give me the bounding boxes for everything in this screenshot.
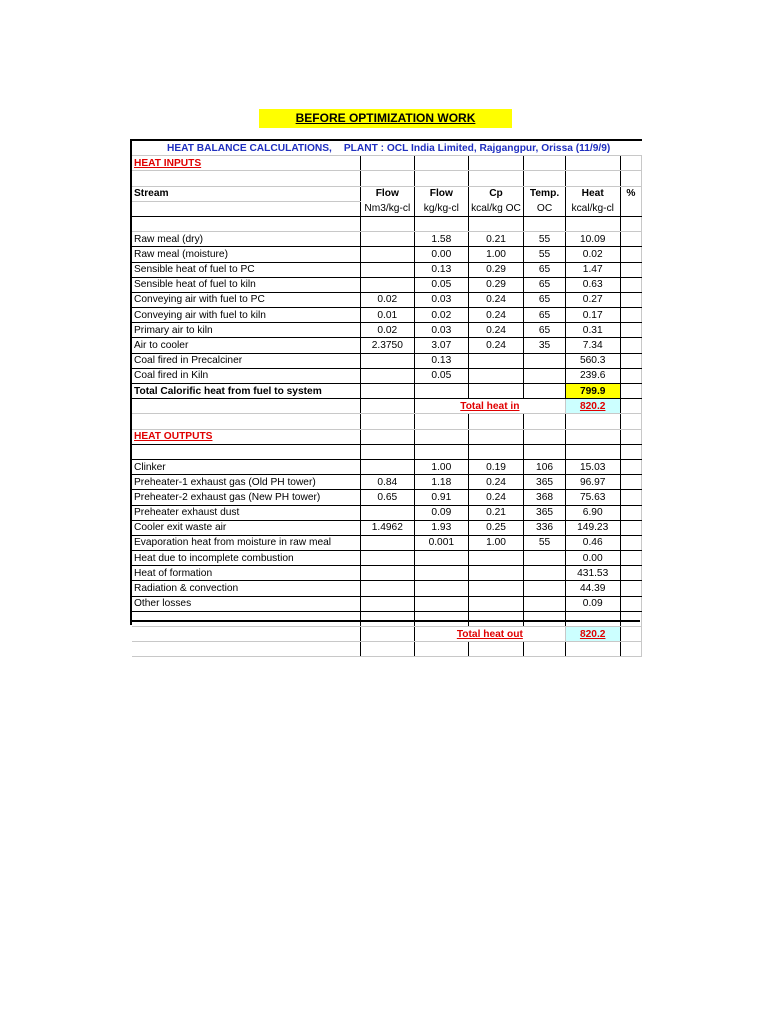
spacer-row <box>132 642 642 657</box>
table-cell <box>360 384 415 399</box>
table-cell <box>620 566 641 581</box>
table-cell <box>415 642 468 657</box>
spacer-row <box>132 611 642 626</box>
table-cell <box>620 368 641 383</box>
input-value: 10.09 <box>565 232 620 247</box>
input-value: 0.02 <box>360 292 415 307</box>
output-value <box>415 551 468 566</box>
output-value: 44.39 <box>565 581 620 596</box>
output-value: 1.93 <box>415 520 468 535</box>
output-row <box>132 505 642 520</box>
table-cell <box>620 216 641 231</box>
output-row <box>132 475 642 490</box>
column-header: Temp. <box>524 186 565 201</box>
output-value <box>524 596 565 611</box>
output-value: 431.53 <box>565 566 620 581</box>
table-cell <box>415 216 468 231</box>
column-unit: kcal/kg OC <box>468 201 524 216</box>
table-cell <box>620 520 641 535</box>
table-cell <box>620 627 641 642</box>
stream-name: Conveying air with fuel to PC <box>132 292 360 307</box>
table-cell <box>620 353 641 368</box>
table-cell <box>360 216 415 231</box>
table-cell <box>620 384 641 399</box>
input-value: 65 <box>524 277 565 292</box>
table-cell <box>620 535 641 550</box>
table-cell <box>524 611 565 626</box>
stream-name: Sensible heat of fuel to kiln <box>132 277 360 292</box>
table-cell <box>565 429 620 444</box>
input-value: 0.24 <box>468 292 524 307</box>
input-row <box>132 262 642 277</box>
table-cell <box>620 444 641 459</box>
table-cell <box>468 429 524 444</box>
table-cell <box>524 384 565 399</box>
table-cell <box>620 247 641 262</box>
table-cell <box>620 611 641 626</box>
table-cell <box>360 156 415 171</box>
table-cell <box>468 216 524 231</box>
heat-balance-table <box>132 141 642 657</box>
output-value: 0.001 <box>415 535 468 550</box>
table-cell <box>620 490 641 505</box>
output-value: 365 <box>524 475 565 490</box>
output-row <box>132 551 642 566</box>
output-row <box>132 459 642 474</box>
heat-balance-sheet <box>130 139 642 640</box>
input-value: 0.24 <box>468 308 524 323</box>
input-value: 0.13 <box>415 262 468 277</box>
stream-name: Coal fired in Precalciner <box>132 353 360 368</box>
table-cell <box>620 308 641 323</box>
table-cell <box>620 232 641 247</box>
output-row <box>132 520 642 535</box>
stream-name: Heat due to incomplete combustion <box>132 551 360 566</box>
table-cell <box>565 171 620 186</box>
table-cell <box>360 399 415 414</box>
total-calorific-row <box>132 384 642 399</box>
input-value <box>524 368 565 383</box>
output-value: 55 <box>524 535 565 550</box>
output-value: 0.09 <box>565 596 620 611</box>
output-value <box>524 581 565 596</box>
output-row <box>132 596 642 611</box>
stream-name: Radiation & convection <box>132 581 360 596</box>
table-cell <box>524 444 565 459</box>
total-heat-in-value: 820.2 <box>565 399 620 414</box>
table-cell <box>132 171 360 186</box>
output-value: 368 <box>524 490 565 505</box>
input-row <box>132 353 642 368</box>
table-cell <box>620 171 641 186</box>
stream-name: Primary air to kiln <box>132 323 360 338</box>
output-value <box>468 581 524 596</box>
table-cell <box>620 323 641 338</box>
table-cell <box>565 414 620 429</box>
input-value: 0.03 <box>415 292 468 307</box>
table-cell <box>565 156 620 171</box>
input-value: 0.24 <box>468 323 524 338</box>
table-cell <box>620 262 641 277</box>
total-heat-out-value: 820.2 <box>565 627 620 642</box>
total-heat-out-row <box>132 627 642 642</box>
column-unit: kg/kg-cl <box>415 201 468 216</box>
table-cell <box>620 399 641 414</box>
output-value <box>524 551 565 566</box>
table-cell <box>415 384 468 399</box>
table-cell <box>620 414 641 429</box>
table-cell <box>360 444 415 459</box>
column-header: % <box>620 186 641 201</box>
output-value: 106 <box>524 459 565 474</box>
units-row <box>132 201 642 216</box>
stream-name: Raw meal (moisture) <box>132 247 360 262</box>
input-value: 65 <box>524 292 565 307</box>
table-cell <box>415 444 468 459</box>
output-value <box>468 566 524 581</box>
output-value: 15.03 <box>565 459 620 474</box>
input-value: 35 <box>524 338 565 353</box>
input-value: 0.24 <box>468 338 524 353</box>
output-value <box>360 551 415 566</box>
table-cell <box>415 414 468 429</box>
table-cell <box>524 429 565 444</box>
output-value: 0.84 <box>360 475 415 490</box>
output-value <box>360 535 415 550</box>
output-value: 0.91 <box>415 490 468 505</box>
total-heat-in-row <box>132 399 642 414</box>
input-value <box>360 353 415 368</box>
column-header: Stream <box>132 186 360 201</box>
total-calorific-value: 799.9 <box>565 384 620 399</box>
input-value: 0.27 <box>565 292 620 307</box>
heat-inputs-row <box>132 156 642 171</box>
output-value: 1.00 <box>415 459 468 474</box>
input-row <box>132 277 642 292</box>
table-cell <box>620 459 641 474</box>
table-cell <box>620 156 641 171</box>
output-row <box>132 566 642 581</box>
input-value: 0.21 <box>468 232 524 247</box>
output-value: 96.97 <box>565 475 620 490</box>
table-cell <box>565 642 620 657</box>
output-value: 0.21 <box>468 505 524 520</box>
table-cell <box>360 429 415 444</box>
total-heat-in-label: Total heat in <box>415 399 566 414</box>
spacer-row <box>132 216 642 231</box>
heat-outputs-row <box>132 429 642 444</box>
input-value: 65 <box>524 262 565 277</box>
output-value <box>360 459 415 474</box>
input-value: 1.47 <box>565 262 620 277</box>
heat-inputs-label: HEAT INPUTS <box>132 156 360 171</box>
column-unit <box>132 201 360 216</box>
page-title: BEFORE OPTIMIZATION WORK <box>259 109 512 128</box>
output-value: 0.00 <box>565 551 620 566</box>
input-value: 0.05 <box>415 277 468 292</box>
output-value: 0.19 <box>468 459 524 474</box>
column-unit: Nm3/kg-cl <box>360 201 415 216</box>
table-cell <box>620 338 641 353</box>
input-value: 0.02 <box>360 323 415 338</box>
input-value: 0.00 <box>415 247 468 262</box>
stream-name: Heat of formation <box>132 566 360 581</box>
table-cell <box>468 384 524 399</box>
input-value <box>360 247 415 262</box>
output-value <box>524 566 565 581</box>
input-value: 0.03 <box>415 323 468 338</box>
output-value <box>360 566 415 581</box>
output-value <box>415 566 468 581</box>
output-value <box>415 581 468 596</box>
header-plant: PLANT : OCL India Limited, Rajgangpur, Orissa (11/9/9) <box>343 142 611 154</box>
input-row <box>132 323 642 338</box>
output-value: 1.4962 <box>360 520 415 535</box>
column-header: Flow <box>415 186 468 201</box>
spacer-row <box>132 444 642 459</box>
table-cell <box>415 171 468 186</box>
table-cell <box>132 642 360 657</box>
table-cell <box>565 444 620 459</box>
stream-name: Clinker <box>132 459 360 474</box>
table-cell <box>132 399 360 414</box>
table-cell <box>565 611 620 626</box>
table-cell <box>360 611 415 626</box>
input-value: 0.63 <box>565 277 620 292</box>
stream-name: Preheater exhaust dust <box>132 505 360 520</box>
input-value: 65 <box>524 308 565 323</box>
table-cell <box>132 627 360 642</box>
table-cell <box>468 444 524 459</box>
stream-name: Sensible heat of fuel to PC <box>132 262 360 277</box>
output-row <box>132 581 642 596</box>
table-cell <box>360 414 415 429</box>
table-cell <box>468 414 524 429</box>
input-value: 0.02 <box>565 247 620 262</box>
sheet-header <box>132 141 642 156</box>
input-value: 0.29 <box>468 262 524 277</box>
output-value <box>415 596 468 611</box>
input-value: 1.00 <box>468 247 524 262</box>
output-value <box>360 596 415 611</box>
output-value: 365 <box>524 505 565 520</box>
input-row <box>132 247 642 262</box>
column-header: Heat <box>565 186 620 201</box>
output-value: 1.00 <box>468 535 524 550</box>
table-cell <box>468 611 524 626</box>
output-value <box>360 581 415 596</box>
output-value <box>360 505 415 520</box>
table-cell <box>620 642 641 657</box>
spacer-row <box>132 171 642 186</box>
stream-name: Conveying air with fuel to kiln <box>132 308 360 323</box>
table-cell <box>565 216 620 231</box>
input-value: 2.3750 <box>360 338 415 353</box>
input-value: 1.58 <box>415 232 468 247</box>
table-cell <box>132 444 360 459</box>
input-row <box>132 308 642 323</box>
input-value <box>360 262 415 277</box>
output-value: 1.18 <box>415 475 468 490</box>
input-row <box>132 368 642 383</box>
input-value <box>468 368 524 383</box>
table-cell <box>620 277 641 292</box>
input-value: 65 <box>524 323 565 338</box>
input-row <box>132 232 642 247</box>
input-value <box>360 277 415 292</box>
input-value: 55 <box>524 247 565 262</box>
stream-name: Preheater-2 exhaust gas (New PH tower) <box>132 490 360 505</box>
input-value: 0.29 <box>468 277 524 292</box>
input-value <box>360 368 415 383</box>
table-cell <box>132 216 360 231</box>
input-value: 560.3 <box>565 353 620 368</box>
input-value: 0.05 <box>415 368 468 383</box>
stream-name: Raw meal (dry) <box>132 232 360 247</box>
sheet-bottom-rule <box>130 620 640 622</box>
table-cell <box>524 156 565 171</box>
column-unit: kcal/kg-cl <box>565 201 620 216</box>
output-row <box>132 490 642 505</box>
table-cell <box>620 429 641 444</box>
input-value: 0.01 <box>360 308 415 323</box>
column-unit <box>620 201 641 216</box>
total-calorific-label: Total Calorific heat from fuel to system <box>132 384 360 399</box>
stream-name: Cooler exit waste air <box>132 520 360 535</box>
input-value: 55 <box>524 232 565 247</box>
input-value: 0.13 <box>415 353 468 368</box>
output-value: 0.25 <box>468 520 524 535</box>
spacer-row <box>132 414 642 429</box>
input-row <box>132 292 642 307</box>
sheet-header-row <box>132 141 642 156</box>
input-value <box>360 232 415 247</box>
table-cell <box>524 171 565 186</box>
output-value: 0.24 <box>468 475 524 490</box>
total-heat-out-label: Total heat out <box>415 627 566 642</box>
table-cell <box>360 171 415 186</box>
table-cell <box>620 475 641 490</box>
table-cell <box>468 156 524 171</box>
output-value <box>468 551 524 566</box>
stream-name: Coal fired in Kiln <box>132 368 360 383</box>
output-value: 0.24 <box>468 490 524 505</box>
input-value <box>468 353 524 368</box>
table-cell <box>360 627 415 642</box>
input-value: 239.6 <box>565 368 620 383</box>
table-cell <box>620 292 641 307</box>
table-cell <box>415 611 468 626</box>
output-value: 336 <box>524 520 565 535</box>
heat-outputs-label: HEAT OUTPUTS <box>132 429 360 444</box>
table-cell <box>524 414 565 429</box>
table-cell <box>620 581 641 596</box>
table-cell <box>415 156 468 171</box>
input-value <box>524 353 565 368</box>
stream-name: Air to cooler <box>132 338 360 353</box>
table-cell <box>360 642 415 657</box>
table-cell <box>620 505 641 520</box>
input-value: 0.02 <box>415 308 468 323</box>
output-value: 0.46 <box>565 535 620 550</box>
stream-name: Preheater-1 exhaust gas (Old PH tower) <box>132 475 360 490</box>
output-value <box>468 596 524 611</box>
input-value: 0.17 <box>565 308 620 323</box>
stream-name: Other losses <box>132 596 360 611</box>
table-cell <box>524 642 565 657</box>
table-cell <box>620 551 641 566</box>
table-cell <box>524 216 565 231</box>
table-cell <box>468 642 524 657</box>
output-value: 0.65 <box>360 490 415 505</box>
column-header: Flow <box>360 186 415 201</box>
input-value: 0.31 <box>565 323 620 338</box>
column-header-row <box>132 186 642 201</box>
output-value: 75.63 <box>565 490 620 505</box>
column-header: Cp <box>468 186 524 201</box>
stream-name: Evaporation heat from moisture in raw meal <box>132 535 360 550</box>
output-value: 149.23 <box>565 520 620 535</box>
table-cell <box>132 611 360 626</box>
input-value: 7.34 <box>565 338 620 353</box>
table-cell <box>620 596 641 611</box>
input-row <box>132 338 642 353</box>
header-calculations: HEAT BALANCE CALCULATIONS, <box>167 142 332 154</box>
input-value: 3.07 <box>415 338 468 353</box>
table-cell <box>132 414 360 429</box>
output-row <box>132 535 642 550</box>
output-value: 6.90 <box>565 505 620 520</box>
column-unit: OC <box>524 201 565 216</box>
table-cell <box>468 171 524 186</box>
table-cell <box>415 429 468 444</box>
output-value: 0.09 <box>415 505 468 520</box>
